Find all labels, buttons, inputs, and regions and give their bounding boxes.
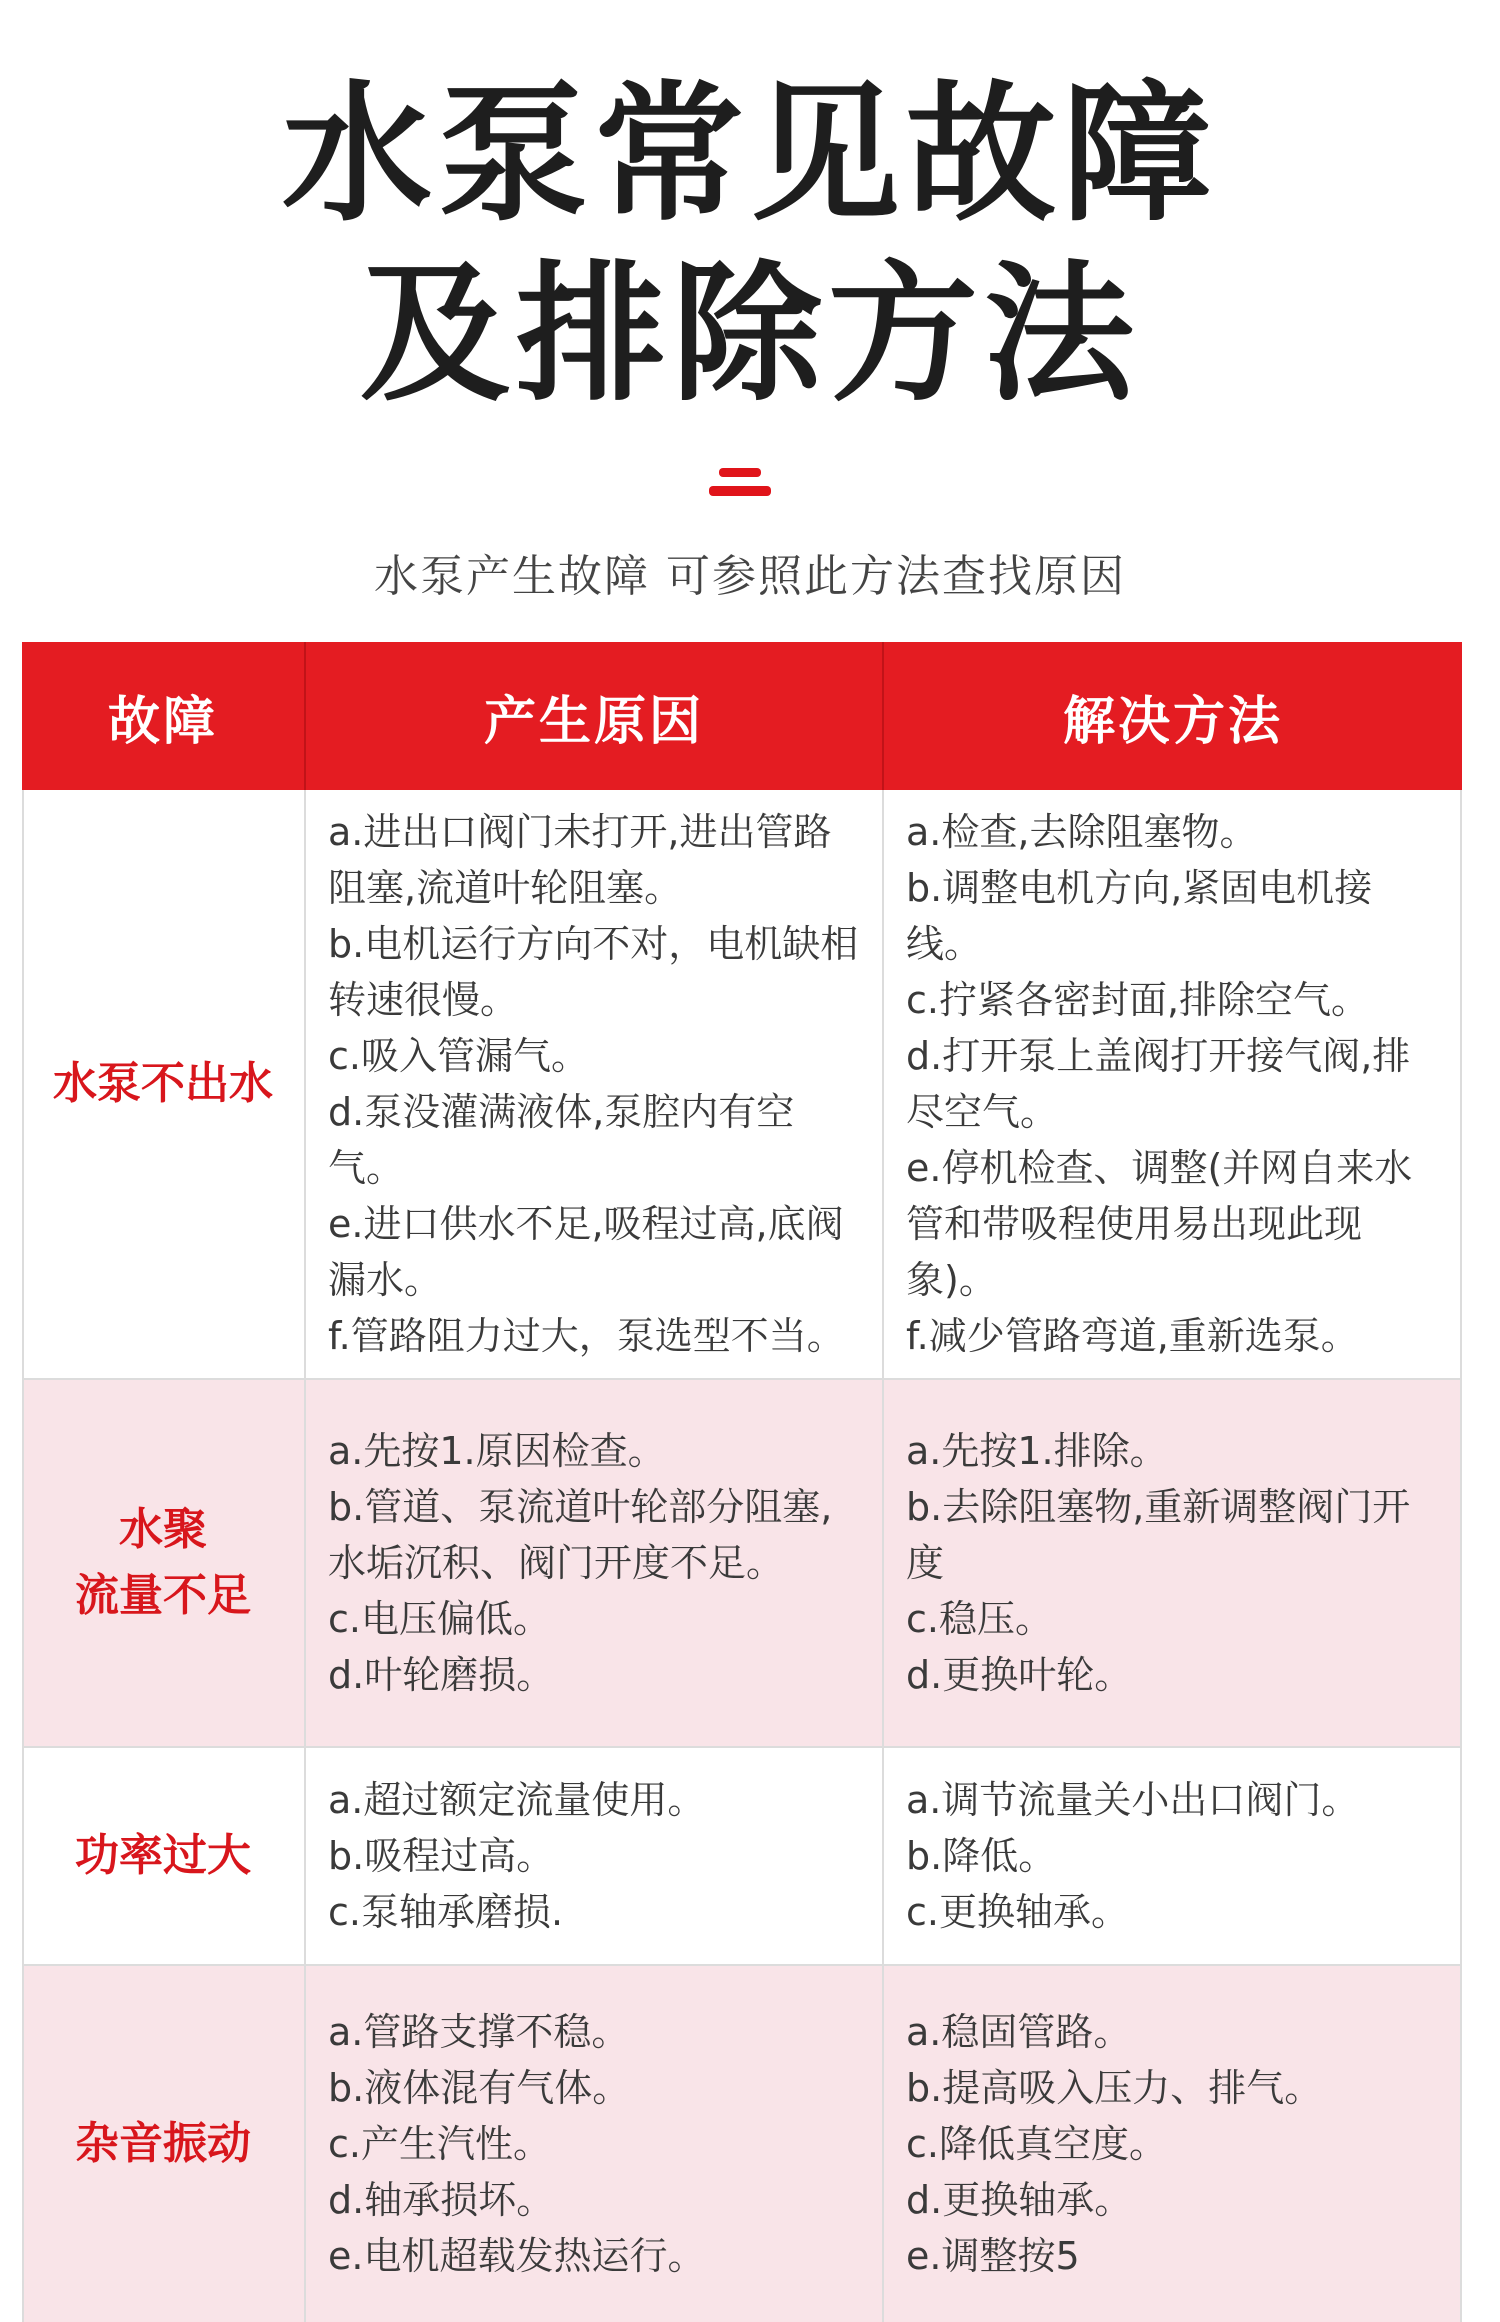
- header-fault: 故障: [107, 691, 218, 752]
- solution-item: b.降低。: [906, 1834, 1057, 1878]
- fault-cell: [22, 1966, 304, 2322]
- cause-item: e.电机超载发热运行。: [328, 2234, 706, 2278]
- cause-item: a.超过额定流量使用。: [328, 1778, 706, 1822]
- solution-item: c.拧紧各密封面,排除空气。: [906, 978, 1370, 1022]
- fault-label: 杂音振动: [75, 2118, 251, 2169]
- solution-item: e.停机检查、调整(并网自来水管和带吸程使用易出现此现象)。: [906, 1146, 1413, 1302]
- solution-item: c.稳压。: [906, 1597, 1053, 1641]
- cause-item: c.吸入管漏气。: [328, 1034, 589, 1078]
- solution-item: f.减少管路弯道,重新选泵。: [906, 1314, 1359, 1358]
- divider-bar-bottom: [709, 486, 771, 496]
- cause-item: a.进出口阀门未打开,进出管路阻塞,流道叶轮阻塞。: [328, 810, 832, 910]
- table-row: [22, 1380, 1462, 1748]
- solution-item: b.去除阻塞物,重新调整阀门开度: [906, 1485, 1411, 1585]
- solution-item: e.调整按5: [906, 2234, 1080, 2278]
- cause-item: b.管道、泵流道叶轮部分阻塞,水垢沉积、阀门开度不足。: [328, 1485, 833, 1585]
- divider-bar-top: [719, 468, 761, 477]
- cause-item: d.叶轮磨损。: [328, 1653, 555, 1697]
- cause-cell: [304, 790, 882, 1378]
- cause-item: c.泵轴承磨损.: [328, 1890, 564, 1934]
- cause-item: a.先按1.原因检查。: [328, 1429, 666, 1473]
- fault-label: 水泵不出水: [53, 1058, 273, 1109]
- table-left-border: [22, 790, 24, 2322]
- table-row: [22, 790, 1462, 1380]
- fault-table: [22, 642, 1462, 2322]
- fault-label: 功率过大: [75, 1830, 251, 1881]
- cause-item: d.轴承损坏。: [328, 2178, 555, 2222]
- cause-item: f.管路阻力过大，泵选型不当。: [328, 1314, 845, 1358]
- divider-icon: [709, 464, 771, 500]
- fault-cell: [22, 790, 304, 1378]
- cause-item: b.吸程过高。: [328, 1834, 555, 1878]
- solution-item: c.降低真空度。: [906, 2122, 1167, 2166]
- header-cause: 产生原因: [304, 642, 882, 790]
- subtitle: 水泵产生故障 可参照此方法查找原因: [374, 551, 1126, 602]
- solution-item: b.提高吸入压力、排气。: [906, 2066, 1323, 2110]
- cause-cell: [304, 1380, 882, 1746]
- solution-item: d.更换轴承。: [906, 2178, 1133, 2222]
- table-row: [22, 1748, 1462, 1966]
- solution-cell: [882, 1380, 1462, 1746]
- table-header: [22, 642, 1462, 790]
- cause-item: d.泵没灌满液体,泵腔内有空气。: [328, 1090, 795, 1190]
- cause-item: b.电机运行方向不对，电机缺相转速很慢。: [328, 922, 859, 1022]
- solution-item: a.检查,去除阻塞物。: [906, 810, 1258, 854]
- header-solution: 解决方法: [882, 642, 1462, 790]
- solution-item: a.稳固管路。: [906, 2010, 1132, 2054]
- solution-cell: [882, 1748, 1462, 1964]
- solution-cell: [882, 790, 1462, 1378]
- solution-item: a.先按1.排除。: [906, 1429, 1168, 1473]
- solution-item: b.调整电机方向,紧固电机接线。: [906, 866, 1373, 966]
- solution-item: d.打开泵上盖阀打开接气阀,排尽空气。: [906, 1034, 1411, 1134]
- cause-item: c.产生汽性。: [328, 2122, 551, 2166]
- fault-label: 流量不足: [75, 1570, 251, 1621]
- table-row: [22, 1966, 1462, 2322]
- cause-item: a.管路支撑不稳。: [328, 2010, 630, 2054]
- fault-cell: [22, 1380, 304, 1746]
- table-right-border: [1460, 790, 1462, 2322]
- solution-cell: [882, 1966, 1462, 2322]
- page-title-line1: 水泵常见故障: [281, 68, 1218, 242]
- page-title-line2: 及排除方法: [359, 248, 1140, 422]
- cause-cell: [304, 1966, 882, 2322]
- fault-label: 水聚: [119, 1504, 207, 1555]
- solution-item: a.调节流量关小出口阀门。: [906, 1778, 1360, 1822]
- solution-item: d.更换叶轮。: [906, 1653, 1133, 1697]
- cause-item: c.电压偏低。: [328, 1597, 551, 1641]
- cause-item: e.进口供水不足,吸程过高,底阀漏水。: [328, 1202, 844, 1302]
- solution-item: c.更换轴承。: [906, 1890, 1129, 1934]
- cause-cell: [304, 1748, 882, 1964]
- fault-cell: [22, 1748, 304, 1964]
- cause-item: b.液体混有气体。: [328, 2066, 631, 2110]
